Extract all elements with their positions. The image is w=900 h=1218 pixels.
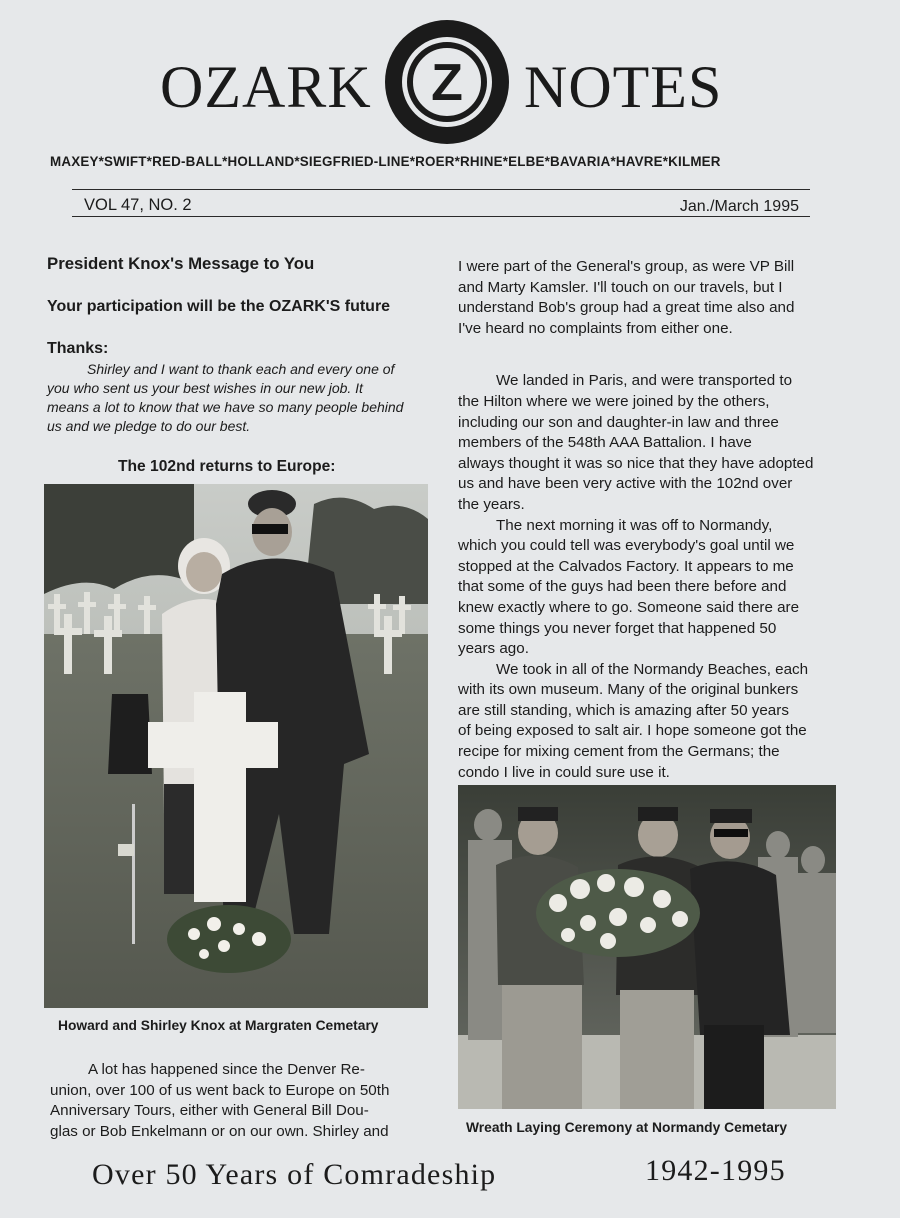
section-title: The 102nd returns to Europe: bbox=[118, 458, 336, 475]
text-line: that some of the guys had been there before and bbox=[458, 578, 787, 596]
subheadline: Your participation will be the OZARK'S future bbox=[47, 298, 391, 315]
text-line: We took in all of the Normandy Beaches, each bbox=[496, 660, 809, 678]
campaigns-line: MAXEY*SWIFT*RED-BALL*HOLLAND*SIEGFRIED-LINE*ROER*RHINE*ELBE*BAVARIA*HAVRE*KILMER bbox=[50, 154, 721, 169]
paragraph-2 bbox=[458, 371, 832, 515]
thanks-line: Shirley and I want to thank each and every one of bbox=[87, 361, 395, 377]
text-line: with its own museum. Many of the original bunkers bbox=[458, 681, 799, 699]
text-line: some things you never forget that happened 50 bbox=[458, 619, 777, 637]
wreath-ceremony-photo bbox=[458, 785, 836, 1109]
ozark-logo bbox=[383, 18, 511, 146]
thanks-paragraph bbox=[47, 360, 435, 436]
logo-letter: Z bbox=[431, 54, 463, 112]
masthead-title-left: OZARK bbox=[160, 54, 372, 120]
paragraph-4 bbox=[458, 660, 832, 784]
headline: President Knox's Message to You bbox=[47, 254, 315, 273]
text-line: the years. bbox=[458, 495, 525, 513]
right-photo-caption: Wreath Laying Ceremony at Normandy Cemetary bbox=[466, 1120, 787, 1135]
text-line: condo I live in could sure use it. bbox=[458, 763, 670, 781]
issue-date: Jan./March 1995 bbox=[679, 198, 799, 215]
story-line: union, over 100 of us went back to Europe on 50th bbox=[50, 1081, 390, 1099]
text-line: members of the 548th AAA Battalion. I have bbox=[458, 434, 752, 452]
story-line: A lot has happened since the Denver Re- bbox=[88, 1061, 365, 1078]
knox-cemetery-photo bbox=[44, 484, 428, 1008]
left-photo-caption: Howard and Shirley Knox at Margraten Cemetary bbox=[58, 1018, 379, 1033]
thanks-label: Thanks: bbox=[47, 340, 109, 357]
bottom-rule bbox=[72, 216, 810, 217]
text-line: The next morning it was off to Normandy, bbox=[496, 516, 773, 534]
text-line: including our son and daughter-in law and three bbox=[458, 413, 779, 431]
text-line: recipe for mixing cement from the Germans; the bbox=[458, 743, 780, 761]
text-line: stopped at the Calvados Factory. It appears to me bbox=[458, 557, 794, 575]
right-column bbox=[458, 257, 832, 783]
text-line: of being exposed to salt air. I hope someone got the bbox=[458, 722, 807, 740]
top-rule bbox=[72, 189, 810, 190]
text-line: always thought it was so nice that they have adopted bbox=[458, 454, 814, 472]
text-line: and Marty Kamsler. I'll touch on our travels, but I bbox=[458, 278, 783, 296]
paragraph-1 bbox=[458, 257, 832, 339]
paragraph-3 bbox=[458, 516, 832, 660]
text-line: are still standing, which is amazing after 50 years bbox=[458, 701, 789, 719]
masthead-title-right: NOTES bbox=[524, 54, 723, 120]
text-line: I've heard no complaints from either one. bbox=[458, 319, 733, 337]
thanks-line: means a lot to know that we have so many people behind bbox=[47, 399, 404, 415]
volume-number: VOL 47, NO. 2 bbox=[84, 196, 192, 214]
text-line: I were part of the General's group, as were VP Bill bbox=[458, 258, 795, 275]
footer-slogan: Over 50 Years of Comradeship bbox=[92, 1158, 497, 1191]
photo-illustration bbox=[44, 484, 428, 1008]
thanks-line: you who sent us your best wishes in our new job. It bbox=[47, 380, 363, 396]
text-line: the Hilton where we were joined by the others, bbox=[458, 392, 770, 410]
thanks-line: us and we pledge to do our best. bbox=[47, 418, 251, 434]
text-line: years ago. bbox=[458, 640, 529, 658]
footer-years: 1942-1995 bbox=[645, 1154, 786, 1187]
text-line: We landed in Paris, and were transported to bbox=[496, 372, 793, 390]
text-line: understand Bob's group had a great time also and bbox=[458, 299, 795, 317]
story-paragraph bbox=[50, 1060, 434, 1142]
photo-illustration bbox=[458, 785, 836, 1109]
text-line: us and have been very active with the 102nd over bbox=[458, 475, 793, 493]
text-line: which you could tell was everybody's goal until we bbox=[458, 537, 795, 555]
story-line: Anniversary Tours, either with General Bill Dou- bbox=[50, 1102, 369, 1120]
story-line: glas or Bob Enkelmann or on our own. Shirley and bbox=[50, 1122, 389, 1140]
text-line: knew exactly where to go. Someone said there are bbox=[458, 598, 800, 616]
